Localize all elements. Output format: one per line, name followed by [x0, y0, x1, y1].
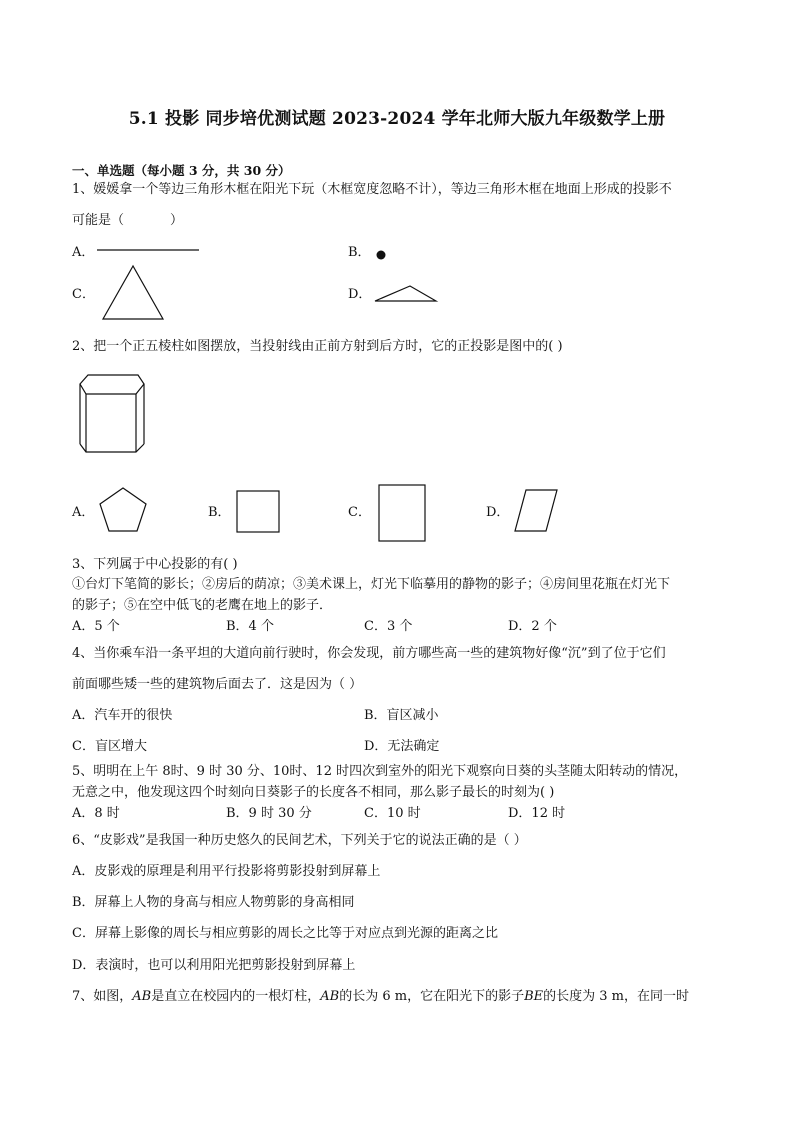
q4-option-b: B．盲区减小 [364, 708, 439, 723]
q7-stem: 7、如图，AB是直立在校园内的一根灯柱，AB的长为 6 m，它在阳光下的影子BE的长度为 3 m，在同一时 [72, 989, 689, 1004]
q2-option-d-label: D． [486, 505, 510, 520]
q1-option-d-label: D． [348, 287, 372, 302]
q1-option-a-segment-figure [96, 244, 202, 254]
q1-option-c-label: C． [72, 287, 95, 302]
q1-option-d-flat-triangle-figure [372, 284, 440, 304]
q2-option-a-label: A． [72, 505, 95, 520]
document-title: 5.1 投影 同步培优测试题 2023-2024 学年北师大版九年级数学上册 [128, 109, 666, 129]
q3-items-line2: 的影子；⑤在空中低飞的老鹰在地上的影子． [72, 598, 333, 613]
q1-stem-line1: 1、媛媛拿一个等边三角形木框在阳光下玩（木框宽度忽略不计），等边三角形木框在地面上形成的投影不 [72, 182, 672, 197]
q5-option-a: A．8 时 [72, 806, 120, 821]
q1-option-b-dot-figure [374, 248, 388, 262]
q2-option-c-label: C． [348, 505, 371, 520]
q6-option-d: D．表演时，也可以利用阳光把剪影投射到屏幕上 [72, 958, 356, 973]
q1-option-a-label: A． [72, 245, 95, 260]
q4-option-a: A．汽车开的很快 [72, 708, 173, 723]
q2-option-a-pentagon-figure [98, 486, 150, 534]
q1-option-c-triangle-figure [100, 264, 168, 322]
q4-option-c: C．盲区增大 [72, 739, 147, 754]
q3-option-c: C．3 个 [364, 619, 413, 634]
q2-option-b-square-figure [236, 490, 282, 534]
q5-stem-line1: 5、明明在上午 8时、9 时 30 分、10时、12 时四次到室外的阳光下观察向日葵的头茎随太阳转动的情况， [72, 764, 688, 779]
section-heading: 一、单选题（每小题 3 分，共 30 分） [72, 163, 291, 178]
q5-option-b: B．9 时 30 分 [226, 806, 312, 821]
q1-stem-line2: 可能是（ ） [72, 213, 184, 228]
q5-stem-line2: 无意之中，他发现这四个时刻向日葵影子的长度各不相同，那么影子最长的时刻为( ) [72, 785, 555, 800]
q5-option-d: D．12 时 [508, 806, 566, 821]
q3-option-d: D．2 个 [508, 619, 557, 634]
q1-option-b-label: B． [348, 245, 371, 260]
q6-option-c: C．屏幕上影像的周长与相应剪影的周长之比等于对应点到光源的距离之比 [72, 926, 498, 941]
q3-items-line1: ①台灯下笔简的影长；②房后的荫凉；③美术课上，灯光下临摹用的静物的影子；④房间里花瓶在灯光下 [72, 577, 671, 592]
q4-option-d: D．无法确定 [364, 739, 440, 754]
q2-option-b-label: B． [208, 505, 231, 520]
q6-option-a: A．皮影戏的原理是利用平行投影将剪影投射到屏幕上 [72, 864, 381, 879]
q4-stem-line1: 4、当你乘车沿一条平坦的大道向前行驶时，你会发现，前方哪些高一些的建筑物好像“沉”到了位于它们 [72, 646, 666, 661]
q3-stem: 3、下列属于中心投影的有( ) [72, 557, 238, 572]
q3-option-b: B．4 个 [226, 619, 274, 634]
q6-option-b: B．屏幕上人物的身高与相应人物剪影的身高相同 [72, 895, 355, 910]
q5-option-c: C．10 时 [364, 806, 421, 821]
q2-pentagonal-prism-figure [76, 370, 148, 456]
q2-stem: 2、把一个正五棱柱如图摆放，当投射线由正前方射到后方时，它的正投影是图中的( ) [72, 339, 563, 354]
q4-stem-line2: 前面哪些矮一些的建筑物后面去了．这是因为（ ） [72, 677, 363, 692]
q6-stem: 6、“皮影戏”是我国一种历史悠久的民间艺术，下列关于它的说法正确的是（ ） [72, 833, 527, 848]
q3-option-a: A．5 个 [72, 619, 120, 634]
q2-option-d-parallelogram-figure [514, 488, 560, 534]
q2-option-c-rectangle-figure [378, 484, 428, 544]
